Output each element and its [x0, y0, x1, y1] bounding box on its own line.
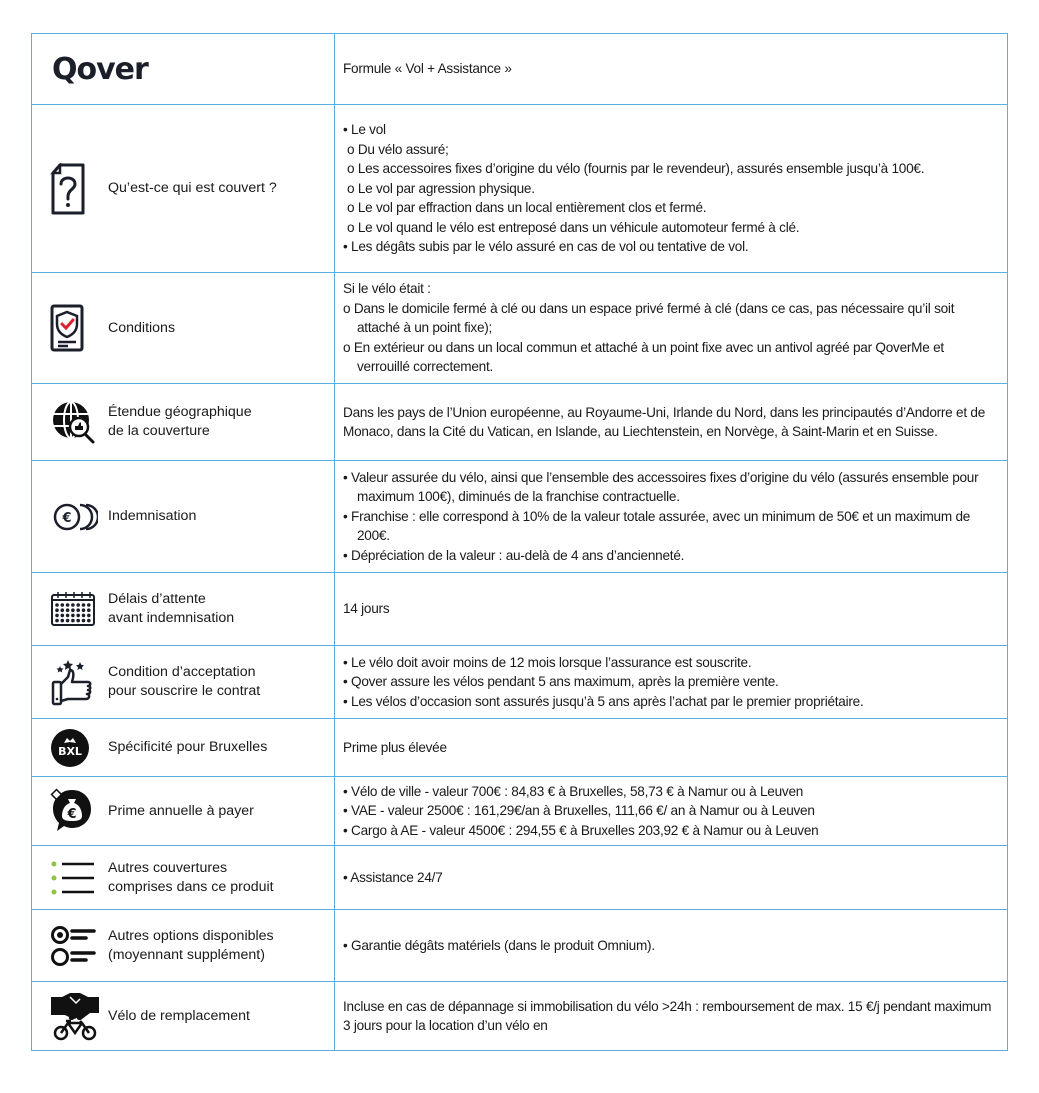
formula-title	[335, 34, 1008, 105]
content-line: • Vélo de ville - valeur 700€ : 84,83 € à Bruxelles, 58,73 € à Namur ou à Leuven	[343, 783, 804, 799]
content-line: o Le vol par effraction dans un local entièrement clos et fermé.	[347, 200, 707, 216]
radio-options-icon	[50, 923, 102, 969]
content-line: 14 jours	[343, 601, 390, 617]
row-label-line: de la couverture	[108, 423, 210, 439]
formula-title-text: Formule « Vol + Assistance »	[343, 61, 512, 77]
content-line: • Valeur assurée du vélo, ainsi que l’ensemble des accessoires fixes d’origine du vélo (assurés ensemble pour maximum 100€), diminués de la franchise contractuelle.	[343, 469, 979, 505]
content-line: • Les vélos d’occasion sont assurés jusqu’à 5 ans après l’achat par le premier propriétaire.	[343, 693, 864, 709]
content-line: o En extérieur ou dans un local commun et attaché à un point fixe avec un antivol agréé par QoverMe et verrouillé correctement.	[343, 339, 944, 375]
row-content	[335, 105, 1008, 273]
row-conditions	[32, 273, 1008, 384]
calendar-day-dot	[55, 619, 59, 623]
calendar-day-dot	[87, 619, 91, 623]
content-line: • VAE - valeur 2500€ : 161,29€/an à Bruxelles, 111,66 €/ an à Namur ou à Leuven	[343, 803, 815, 819]
row-brussels	[32, 719, 1008, 777]
calendar-day-dot	[82, 603, 86, 607]
content-line: Si le vélo était :	[343, 281, 431, 297]
row-content	[335, 573, 1008, 646]
document-question-icon	[50, 166, 102, 212]
calendar-day-dot	[87, 608, 91, 612]
row-coverage	[32, 105, 1008, 273]
row-content	[335, 910, 1008, 982]
calendar-day-dot	[76, 608, 80, 612]
row-content	[335, 646, 1008, 719]
qover-logo: Qover	[52, 51, 148, 87]
calendar-day-dot	[76, 603, 80, 607]
content-line: Incluse en cas de dépannage si immobilisation du vélo >24h : remboursement de max. 15 €/j pendant maximum 3 jours pour la location d’un vélo en	[343, 998, 992, 1033]
content-line: • Le vélo doit avoir moins de 12 mois lorsque l’assurance est souscrite.	[343, 654, 752, 670]
row-other-coverages	[32, 846, 1008, 910]
content-line: • Les dégâts subis par le vélo assuré en cas de vol ou tentative de vol.	[343, 239, 749, 255]
euro-coins-icon	[50, 494, 102, 540]
calendar-day-dot	[76, 619, 80, 623]
svg-text:€: €	[67, 807, 77, 822]
thumbs-up-stars-icon	[50, 659, 102, 705]
calendar-day-dot	[71, 619, 75, 623]
content-line: Prime plus élevée	[343, 739, 447, 755]
row-label	[108, 859, 274, 897]
content-line: o Dans le domicile fermé à clé ou dans un espace privé fermé à clé (dans ce cas, pas nécessaire qu’il soit attaché à un point fixe);	[343, 300, 955, 336]
content-line: • Cargo à AE - valeur 4500€ : 294,55 € à Bruxelles 203,92 € à Namur ou à Leuven	[343, 822, 819, 838]
bullet-list-icon	[50, 855, 102, 901]
calendar-day-dot	[61, 614, 65, 618]
calendar-day-dot	[61, 608, 65, 612]
row-label-line: pour souscrire le contrat	[108, 683, 261, 699]
row-label-line: Autres options disponibles	[108, 927, 274, 944]
calendar-day-dot	[55, 603, 59, 607]
calendar-day-dot	[82, 619, 86, 623]
handshake-bicycle-icon	[50, 993, 102, 1039]
content-line: o Du vélo assuré;	[347, 141, 449, 157]
calendar-day-dot	[82, 614, 86, 618]
row-label	[108, 403, 252, 441]
shield-check-document-icon	[50, 305, 102, 351]
row-label: Vélo de remplacement	[108, 1007, 250, 1024]
calendar-day-dot	[71, 614, 75, 618]
calendar-day-dot	[61, 619, 65, 623]
calendar-icon	[50, 586, 102, 632]
row-content	[335, 719, 1008, 777]
row-content	[335, 982, 1008, 1051]
money-bag-euro-icon	[50, 788, 102, 834]
content-line: • Garantie dégâts matériels (dans le produit Omnium).	[343, 937, 655, 953]
calendar-day-dot	[66, 619, 70, 623]
globe-search-icon	[50, 399, 102, 445]
row-label: Qu’est-ce qui est couvert ?	[108, 180, 277, 196]
logo-cell	[32, 34, 335, 105]
insurance-product-table	[31, 33, 1008, 1051]
row-other-options	[32, 910, 1008, 982]
calendar-day-dot	[55, 614, 59, 618]
row-label: Conditions	[108, 319, 176, 336]
calendar-day-dot	[66, 603, 70, 607]
calendar-day-dot	[87, 603, 91, 607]
row-label	[108, 927, 274, 965]
calendar-day-dot	[61, 603, 65, 607]
content-line: • Franchise : elle correspond à 10% de la valeur totale assurée, avec un minimum de 50€ et un maximum de 200€.	[343, 508, 971, 544]
content-line: o Le vol par agression physique.	[347, 180, 535, 196]
calendar-day-dot	[71, 603, 75, 607]
row-content	[335, 777, 1008, 846]
calendar-day-dot	[71, 608, 75, 612]
row-indemnisation	[32, 461, 1008, 573]
row-label-line: Délais d’attente	[108, 591, 206, 607]
row-annual-premium	[32, 777, 1008, 846]
content-line: • Qover assure les vélos pendant 5 ans maximum, après la première vente.	[343, 674, 779, 690]
row-label-line: Étendue géographique	[108, 404, 252, 420]
content-line: • Dépréciation de la valeur : au-delà de 4 ans d’ancienneté.	[343, 547, 685, 563]
content-line: • Assistance 24/7	[343, 869, 443, 885]
row-content	[335, 384, 1008, 461]
calendar-day-dot	[66, 614, 70, 618]
calendar-day-dot	[82, 608, 86, 612]
row-label-line: comprises dans ce produit	[108, 878, 274, 895]
calendar-day-dot	[76, 614, 80, 618]
content-line: Dans les pays de l’Union européenne, au Royaume-Uni, Irlande du Nord, dans les principautés d’Andorre et de Monaco, dans la Cité du Vatican, en Islande, au Liechtenstein, en Norvège, à Saint-Marin et en Suisse.	[343, 404, 986, 439]
row-geography	[32, 384, 1008, 461]
row-content	[335, 273, 1008, 384]
content-line: o Les accessoires fixes d’origine du vélo (fournis par le revendeur), assurés ensemble jusqu’à 100€.	[347, 161, 925, 177]
svg-text:€: €	[62, 510, 72, 526]
row-acceptance	[32, 646, 1008, 719]
row-label	[108, 663, 260, 701]
row-label: Indemnisation	[108, 508, 197, 524]
row-label-line: Condition d’acceptation	[108, 664, 256, 680]
calendar-day-dot	[66, 608, 70, 612]
bxl-badge-icon	[50, 725, 102, 771]
svg-text:BXL: BXL	[58, 744, 82, 758]
row-label-line: (moyennant supplément)	[108, 946, 265, 963]
row-label-line: avant indemnisation	[108, 610, 235, 626]
calendar-day-dot	[87, 614, 91, 618]
row-label: Prime annuelle à payer	[108, 802, 254, 819]
content-line: • Le vol	[343, 122, 386, 138]
row-content	[335, 461, 1008, 573]
row-label: Spécificité pour Bruxelles	[108, 739, 268, 755]
content-line: o Le vol quand le vélo est entreposé dans un véhicule automoteur fermé à clé.	[347, 219, 800, 235]
header-row	[32, 34, 1008, 105]
row-content	[335, 846, 1008, 910]
row-waiting-period	[32, 573, 1008, 646]
row-label	[108, 590, 234, 628]
calendar-day-dot	[55, 608, 59, 612]
row-replacement-bike	[32, 982, 1008, 1051]
row-label-line: Autres couvertures	[108, 859, 228, 876]
